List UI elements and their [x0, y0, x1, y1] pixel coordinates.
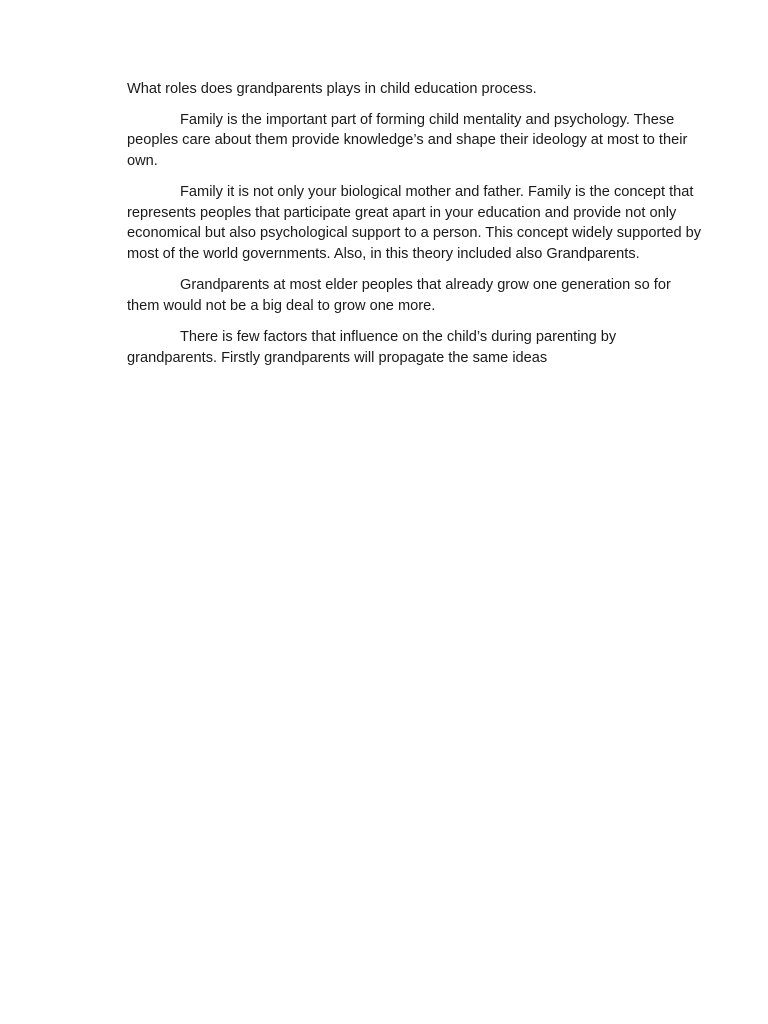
- paragraph-family-importance: Family is the important part of forming child mentality and psychology. These peoples care about them provide knowledge’s and shape their ideology at most to their own.: [127, 111, 688, 169]
- document-title: What roles does grandparents plays in child education process.: [127, 81, 537, 97]
- paragraph-grandparents-experience: Grandparents at most elder peoples that already grow one generation so for them would not be a big deal to grow one more.: [127, 277, 671, 314]
- paragraph-family-concept: Family it is not only your biological mother and father. Family is the concept that represents peoples that participate great apart in your education and provide not only economical but also psychological support to a person. This concept widely supported by most of the world governments. Also, in this theory included also Grandparents.: [127, 184, 702, 262]
- document-body: [127, 79, 705, 379]
- paragraph-influence-factors: There is few factors that influence on the child’s during parenting by grandparents. Firstly grandparents will propagate the same ideas: [127, 329, 617, 366]
